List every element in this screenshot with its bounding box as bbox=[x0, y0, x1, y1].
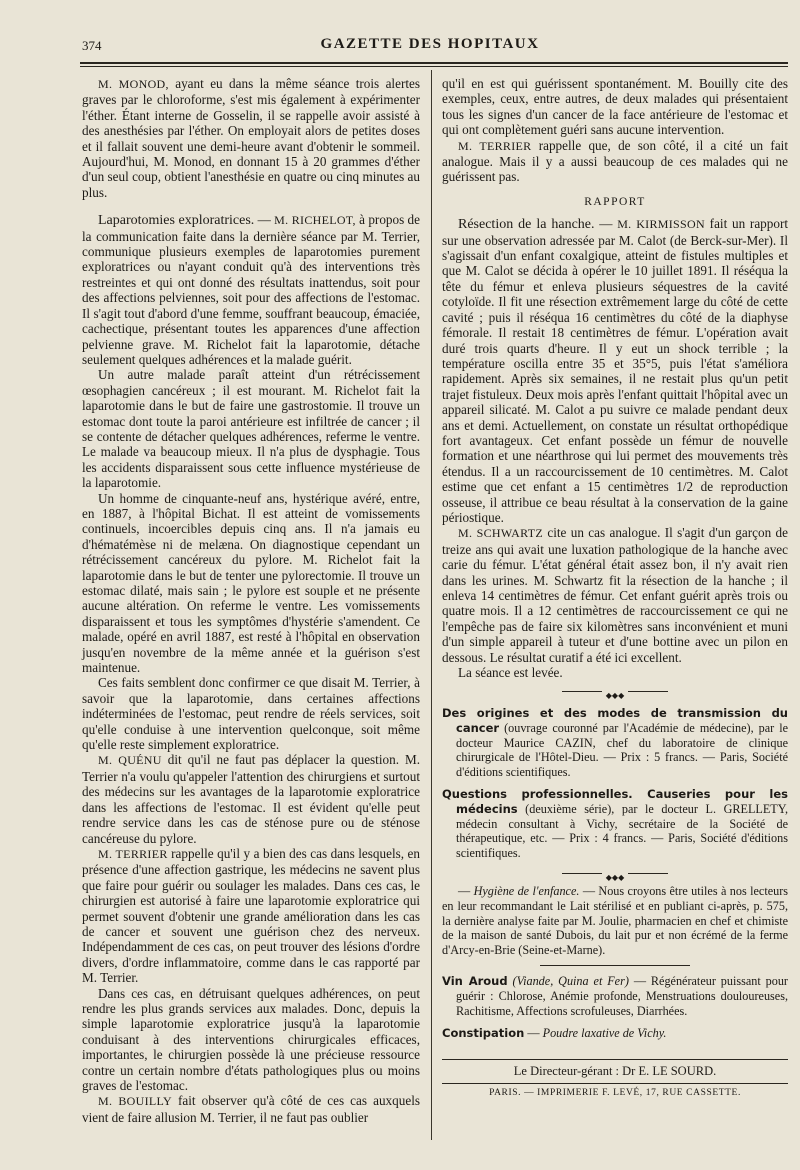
section-title: Résection de la hanche. bbox=[458, 217, 595, 233]
paragraph-terrier-2: M. TERRIER rappelle que, de son côté, il a cité un fait analogue. Mais il y a aussi beaucoup de ces malades qui ne guérissent pas. bbox=[442, 137, 789, 185]
section-title: Laparotomies exploratrices. bbox=[98, 213, 255, 229]
book-title: Des origines et des modes de transmission du cancer bbox=[442, 706, 788, 736]
ornament-divider bbox=[442, 686, 788, 701]
ornament-divider bbox=[442, 868, 788, 883]
ad-vin-aroud: Vin Aroud (Viande, Quina et Fer) — Régénérateur puissant pour guérir : Chlorose, Anémie profonde, Menstruations douloureuses, Rachitisme, Affections scrofuleuses, Diarrhées. bbox=[442, 974, 788, 1018]
page-number: 374 bbox=[82, 38, 102, 53]
speaker-name: M. BOUILLY bbox=[98, 1094, 172, 1109]
paragraph-continued: qu'il en est qui guérissent spontanément. M. Bouilly cite des exemples, ceux, entre autres, de deux malades qui présentaient tous les signes d'un cancer de la face antérieure de l'estomac et qui ont complètement guéri sans aucune intervention. bbox=[442, 76, 788, 138]
paragraph-body: Ces faits semblent donc confirmer ce que disait M. Terrier, à savoir que la laparotomie, dans certaines affections indéterminées de l'estomac, peut rendre de réels services, soit qu'elle conduise à une intervention quelconque, soit même qu'elle reste simplement exploratrice. bbox=[82, 675, 420, 753]
printer-imprint: PARIS. — IMPRIMERIE F. LEVÉ, 17, RUE CASSETTE. bbox=[442, 1083, 788, 1101]
left-column bbox=[82, 76, 420, 1125]
speaker-name: M. TERRIER bbox=[98, 846, 168, 861]
speaker-name: M. TERRIER bbox=[458, 138, 532, 153]
ad-constipation: Constipation — Poudre laxative de Vichy. bbox=[442, 1026, 667, 1041]
speaker-name: M. SCHWARTZ bbox=[458, 526, 543, 541]
paragraph-closing: La séance est levée. bbox=[458, 665, 563, 681]
advertisements bbox=[442, 974, 788, 1040]
paragraph-monod: M. MONOD, ayant eu dans la même séance trois alertes graves par le chloroforme, s'est mis également à expérimenter l'éther. Étant interne de Gosselin, il se rappelle avoir assisté à des anesthésies par l'éther. On employait alors de petites doses et il fallait souvent une demi-heure avant d'obtenir le sommeil. Aujourd'hui, M. Monod, en donnant 15 à 20 grammes d'éther d'un seul coup, obtient l'anesthésie en quatre ou cinq minutes au plus. bbox=[82, 76, 420, 200]
ornament: ◆◆◆ bbox=[602, 873, 628, 882]
paragraph-quenu: M. QUÉNU dit qu'il ne faut pas déplacer la question. M. Terrier n'a voulu qu'appeler l'attention des chirurgiens et surtout des médecins sur les avantages de la laparotomie exploratrice dans les affections de l'estomac. Il est évident qu'elle peut rendre service dans les cas de sténose pure ou de sténose cancéreuse du pylore. bbox=[82, 752, 420, 846]
speaker-name: M. MONOD, bbox=[98, 77, 169, 91]
speaker-name: M. KIRMISSON bbox=[617, 217, 705, 232]
paragraph-laparotomies: Laparotomies exploratrices. — M. RICHELOT, à propos de la communication faite dans la dernière séance par M. Terrier, communique plusieurs exemples de laparotomies purement exploratrices ou n'ayant conduit qu'à des interventions très restreintes et qui ont donné des résultats inattendus, soit pour des affections pelviennes, soit pour des affections de l'estomac. Il s'agit tout d'abord d'une femme, souffrant beaucoup, émaciée, cachectique, présentant toutes les apparences d'une affection pelvienne grave. M. Richelot fait la laparotomie, détache seulement quelques adhérences et la malade guérit. bbox=[82, 212, 421, 367]
paragraph-bouilly: M. BOUILLY fait observer qu'à côté de ces cas auxquels vient de faire allusion M. Terrier, il ne faut pas oublier bbox=[82, 1093, 420, 1125]
book-notice: Des origines et des modes de transmission du cancer (ouvrage couronné par l'Académie de médecine), par le docteur Maurice CAZIN, chef du laboratoire de clinique chirurgicale de l'Hôtel-Dieu. — Prix : 5 francs. — Paris, Société d'éditions scientifiques. bbox=[442, 706, 788, 779]
header-rule bbox=[80, 62, 788, 64]
notice-title: Hygiène de l'enfance. bbox=[473, 884, 580, 899]
ad-title: Vin Aroud bbox=[442, 974, 508, 989]
director-signature: Le Directeur-gérant : Dr E. LE SOURD. bbox=[442, 1059, 788, 1079]
paragraph-body: Dans ces cas, en détruisant quelques adhérences, on peut rendre les plus grands services aux malades. Donc, depuis la simple laparotomie exploratrice jusqu'à la laparotomie conduisant à des interventions chirurgicales efficaces, importantes, le chirurgien possède là une précieuse ressource contre un certain nombre d'états pathologiques plus ou moins graves de l'estomac. bbox=[82, 985, 420, 1093]
header-rule-thin bbox=[80, 66, 788, 67]
book-notice: Questions professionnelles. Causeries pour les médecins (deuxième série), par le docteur L. GRELLETY, médecin consultant à Vichy, secrétaire de la Société de thérapeutique, etc. — Prix : 4 francs. — Paris, Société d'éditions scientifiques. bbox=[442, 787, 788, 860]
speaker-name: M. QUÉNU bbox=[98, 753, 162, 768]
paragraph-body: Un autre malade paraît atteint d'un rétrécissement œsophagien cancéreux ; il est mourant. M. Richelot fait la laparotomie dans le but de faire une gastrostomie. Il trouve un estomac dont toute la paroi antérieure est infiltrée de cancer ; il se contente de détacher quelques adhérences, referme le ventre. Le malade va beaucoup mieux. Il n'a plus de dysphagie. Tous les accidents disparaissent sous cette influence mystérieuse de la laparotomie. bbox=[82, 367, 420, 491]
section-heading-rapport: RAPPORT bbox=[584, 195, 646, 208]
notice-hygiene: — Hygiène de l'enfance. — Nous croyons être utiles à nos lecteurs en leur recommandant le Lait stérilisé et en publiant ci-après, p. 575, la dernière analyse faite par M. Joulie, pharmacien en chef et chimiste de la maison de santé Dubois, du lait pur et non écrémé de la ferme d'Arcy-en-Brie (Seine-et-Marne). bbox=[442, 884, 789, 957]
paragraph-body: Un homme de cinquante-neuf ans, hystérique avéré, entre, en 1887, à l'hôpital Bichat. Il est atteint de vomissements continuels, incoercibles depuis cinq ans. Il n'a jamais eu d'hématémèse ni de melæna. On diagnostique cependant un rétrécissement cancéreux du pylore. M. Richelot fait la laparotomie dans le but de tenter une pylorectomie. Il trouve un estomac dilaté, mais sain ; le pylore est souple et ne présente aucune altération. On referme le ventre. Les vomissements disparaissent et tous les symptômes d'hystérie s'amendent. Ce malade, opéré en avril 1887, est resté à l'hôpital en observation jusqu'en novembre de la même année et la guérison s'est maintenue. bbox=[82, 490, 420, 676]
paragraph-terrier: M. TERRIER rappelle qu'il y a bien des cas dans lesquels, en présence d'une affection gastrique, les médecins ne savent plus que faire pour guérir ou soulager les malades. Dans ces cas, le chirurgien est autorisé à faire une laparotomie exploratrice qui permet souvent d'obtenir une grande amélioration dans les cas de cancer et souvent une guérison chez des nerveux. Indépendamment de ces cas, on peut trouver des lésions d'ordre divers, d'ordre inflammatoire, comme dans le cas rapporté par M. Terrier. bbox=[82, 845, 420, 986]
book-title: Questions professionnelles. Causeries pour les médecins bbox=[442, 787, 788, 816]
ad-title: Constipation bbox=[442, 1026, 525, 1041]
short-rule bbox=[540, 965, 690, 966]
bibliography bbox=[442, 706, 788, 860]
column-divider bbox=[431, 70, 432, 1140]
speaker-name: M. RICHELOT, bbox=[274, 213, 356, 228]
paragraph-schwartz: M. SCHWARTZ cite un cas analogue. Il s'agit d'un garçon de treize ans qui avait une luxation pathologique de la hanche avec carie du fémur. L'état général était assez bon, il n'y avait rien dans les urines. M. Schwartz fit la résection de la hanche ; il enleva 14 centimètres de fémur. Cet enfant guérit après trois ou quatre mois. Il a 12 centimètres de raccourcissement ce qui ne l'empêche pas de faire six kilomètres sans inconvénient et muni d'un simple appareil à tuteur et d'une bottine avec un pilon en dessous. Le résultat curatif a été ici excellent. bbox=[442, 525, 788, 665]
running-title: GAZETTE DES HOPITAUX bbox=[320, 36, 540, 52]
ornament: ◆◆◆ bbox=[602, 691, 628, 700]
paragraph-resection: Résection de la hanche. — M. KIRMISSON fait un rapport sur une observation adressée par M. Calot (de Berck-sur-Mer). Il s'agissait d'un enfant coxalgique, atteint de fistules multiples et que M. Calot se décida à opérer le 10 juillet 1891. Il réséqua la tête du fémur et enleva plusieurs séquestres de la cavité cotyloïde. Il fit une résection extrêmement large du côté de cette cavité ; puis il réséqua 16 centimètres du côté de la diaphyse fémorale. Il restait 18 centimètres de fémur. L'opération avait duré trois quarts d'heure. Il y eut un shock terrible ; la température oscilla entre 35 et 35°5, puis l'état s'améliora rapidement. Après six semaines, il ne restait plus qu'un petit trajet fistuleux. Deux mois après l'enfant quittait l'hôpital avec un appareil silicaté. M. Calot a pu suivre ce malade pendant deux ans et demi. Actuellement, on constate un résultat orthopédique fort avantageux. Cet enfant possède un fémur de nouvelle formation et une néarthrose qui lui permet des mouvements très étendus. Il a un raccourcissement de 10 centimètres. M. Calot estime que cet enfant a 15 centimètres 1/2 de reproduction osseuse, il attribue ce beau résultat à la conservation de la gaine périostique. bbox=[442, 216, 789, 525]
right-column bbox=[442, 76, 788, 1102]
